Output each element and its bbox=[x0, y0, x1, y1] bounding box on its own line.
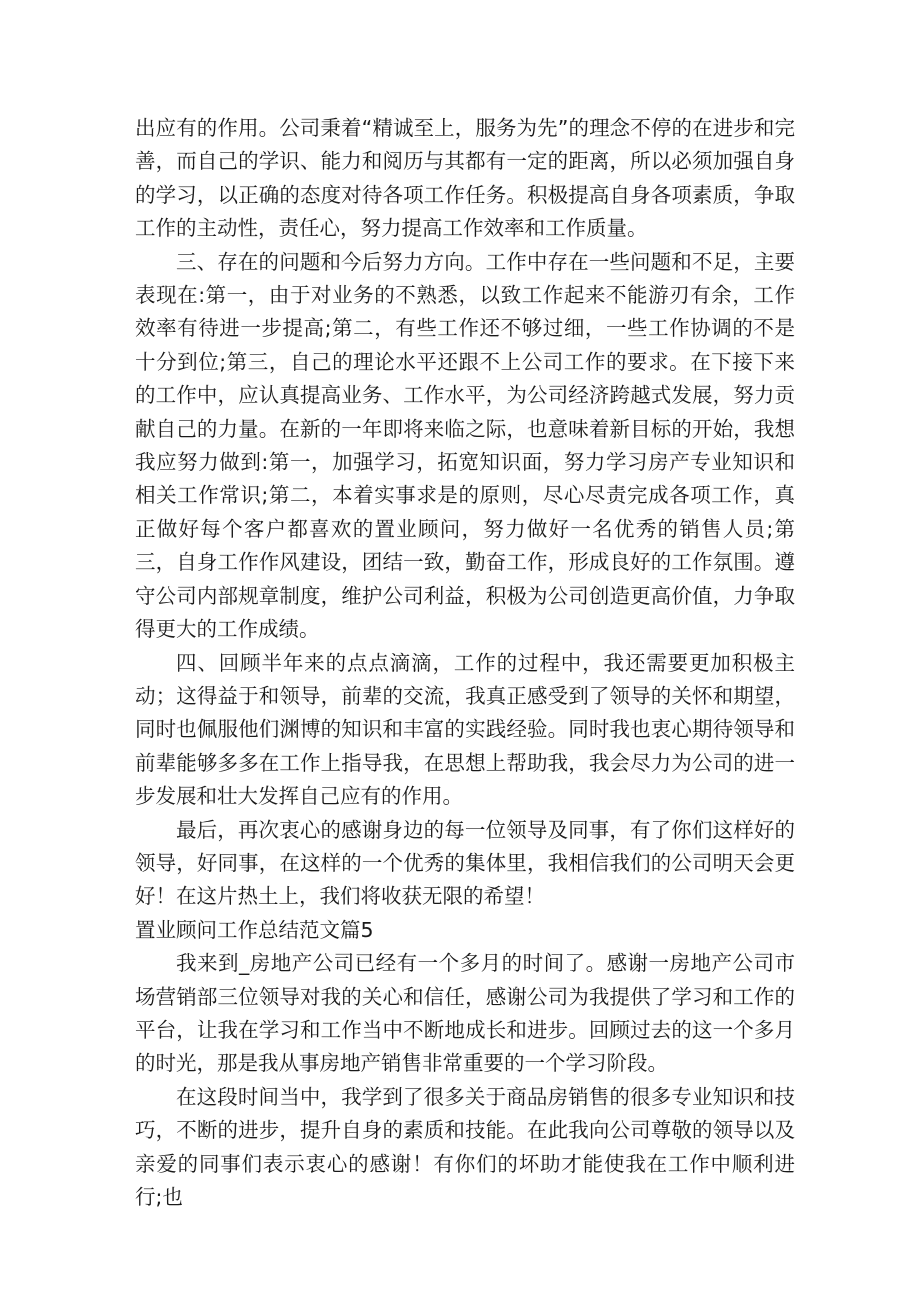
paragraph-learning: 在这段时间当中，我学到了很多关于商品房销售的很多专业知识和技巧，不断的进步，提升自身的素质和技能。在此我向公司尊敬的领导以及亲爱的同事们表示衷心的感谢！有你们的坏助才能使我在工作中顺利进行;也 bbox=[135, 1084, 795, 1209]
paragraph-problems-and-direction: 三、存在的问题和今后努力方向。工作中存在一些问题和不足，主要表现在:第一，由于对业务的不熟悉，以致工作起来不能游刃有余，工作效率有待进一步提高;第二，有些工作还不够过细，一些工作协调的不是十分到位;第三，自己的理论水平还跟不上公司工作的要求。在下接下来的工作中，应认真提高业务、工作水平，为公司经济跨越式发展，努力贡献自己的力量。在新的一年即将来临之际，也意味着新目标的开始，我想我应努力做到:第一，加强学习，拓宽知识面，努力学习房产专业知识和相关工作常识;第二，本着实事求是的原则，尽心尽责完成各项工作，真正做好每个客户都喜欢的置业顾问，努力做好一名优秀的销售人员;第三，自身工作作风建设，团结一致，勤奋工作，形成良好的工作氛围。遵守公司内部规章制度，维护公司利益，积极为公司创造更高价值，力争取得更大的工作成绩。 bbox=[135, 249, 795, 642]
paragraph-continuation: 出应有的作用。公司秉着“精诚至上，服务为先”的理念不停的在进步和完善，而自己的学识、能力和阅历与其都有一定的距离，所以必须加强自身的学习，以正确的态度对待各项工作任务。积极提高自身各项素质，争取工作的主动性，责任心，努力提高工作效率和工作质量。 bbox=[135, 116, 795, 241]
document-page bbox=[135, 112, 795, 1214]
paragraph-closing: 最后，再次衷心的感谢身边的每一位领导及同事，有了你们这样好的领导，好同事，在这样的一个优秀的集体里，我相信我们的公司明天会更好！在这片热土上，我们将收获无限的希望！ bbox=[135, 817, 795, 909]
paragraph-review: 四、回顾半年来的点点滴滴，工作的过程中，我还需要更加积极主动；这得益于和领导，前辈的交流，我真正感受到了领导的关怀和期望，同时也佩服他们渊博的知识和丰富的实践经验。同时我也衷心期待领导和前辈能够多多在工作上指导我，在思想上帮助我，我会尽力为公司的进一步发展和壮大发挥自己应有的作用。 bbox=[135, 650, 795, 809]
paragraph-intro: 我来到_房地产公司已经有一个多月的时间了。感谢一房地产公司市场营销部三位领导对我的关心和信任，感谢公司为我提供了学习和工作的平台，让我在学习和工作当中不断地成长和进步。回顾过去的这一个多月的时光，那是我从事房地产销售非常重要的一个学习阶段。 bbox=[135, 951, 795, 1076]
section-title: 置业顾问工作总结范文篇5 bbox=[135, 917, 374, 942]
